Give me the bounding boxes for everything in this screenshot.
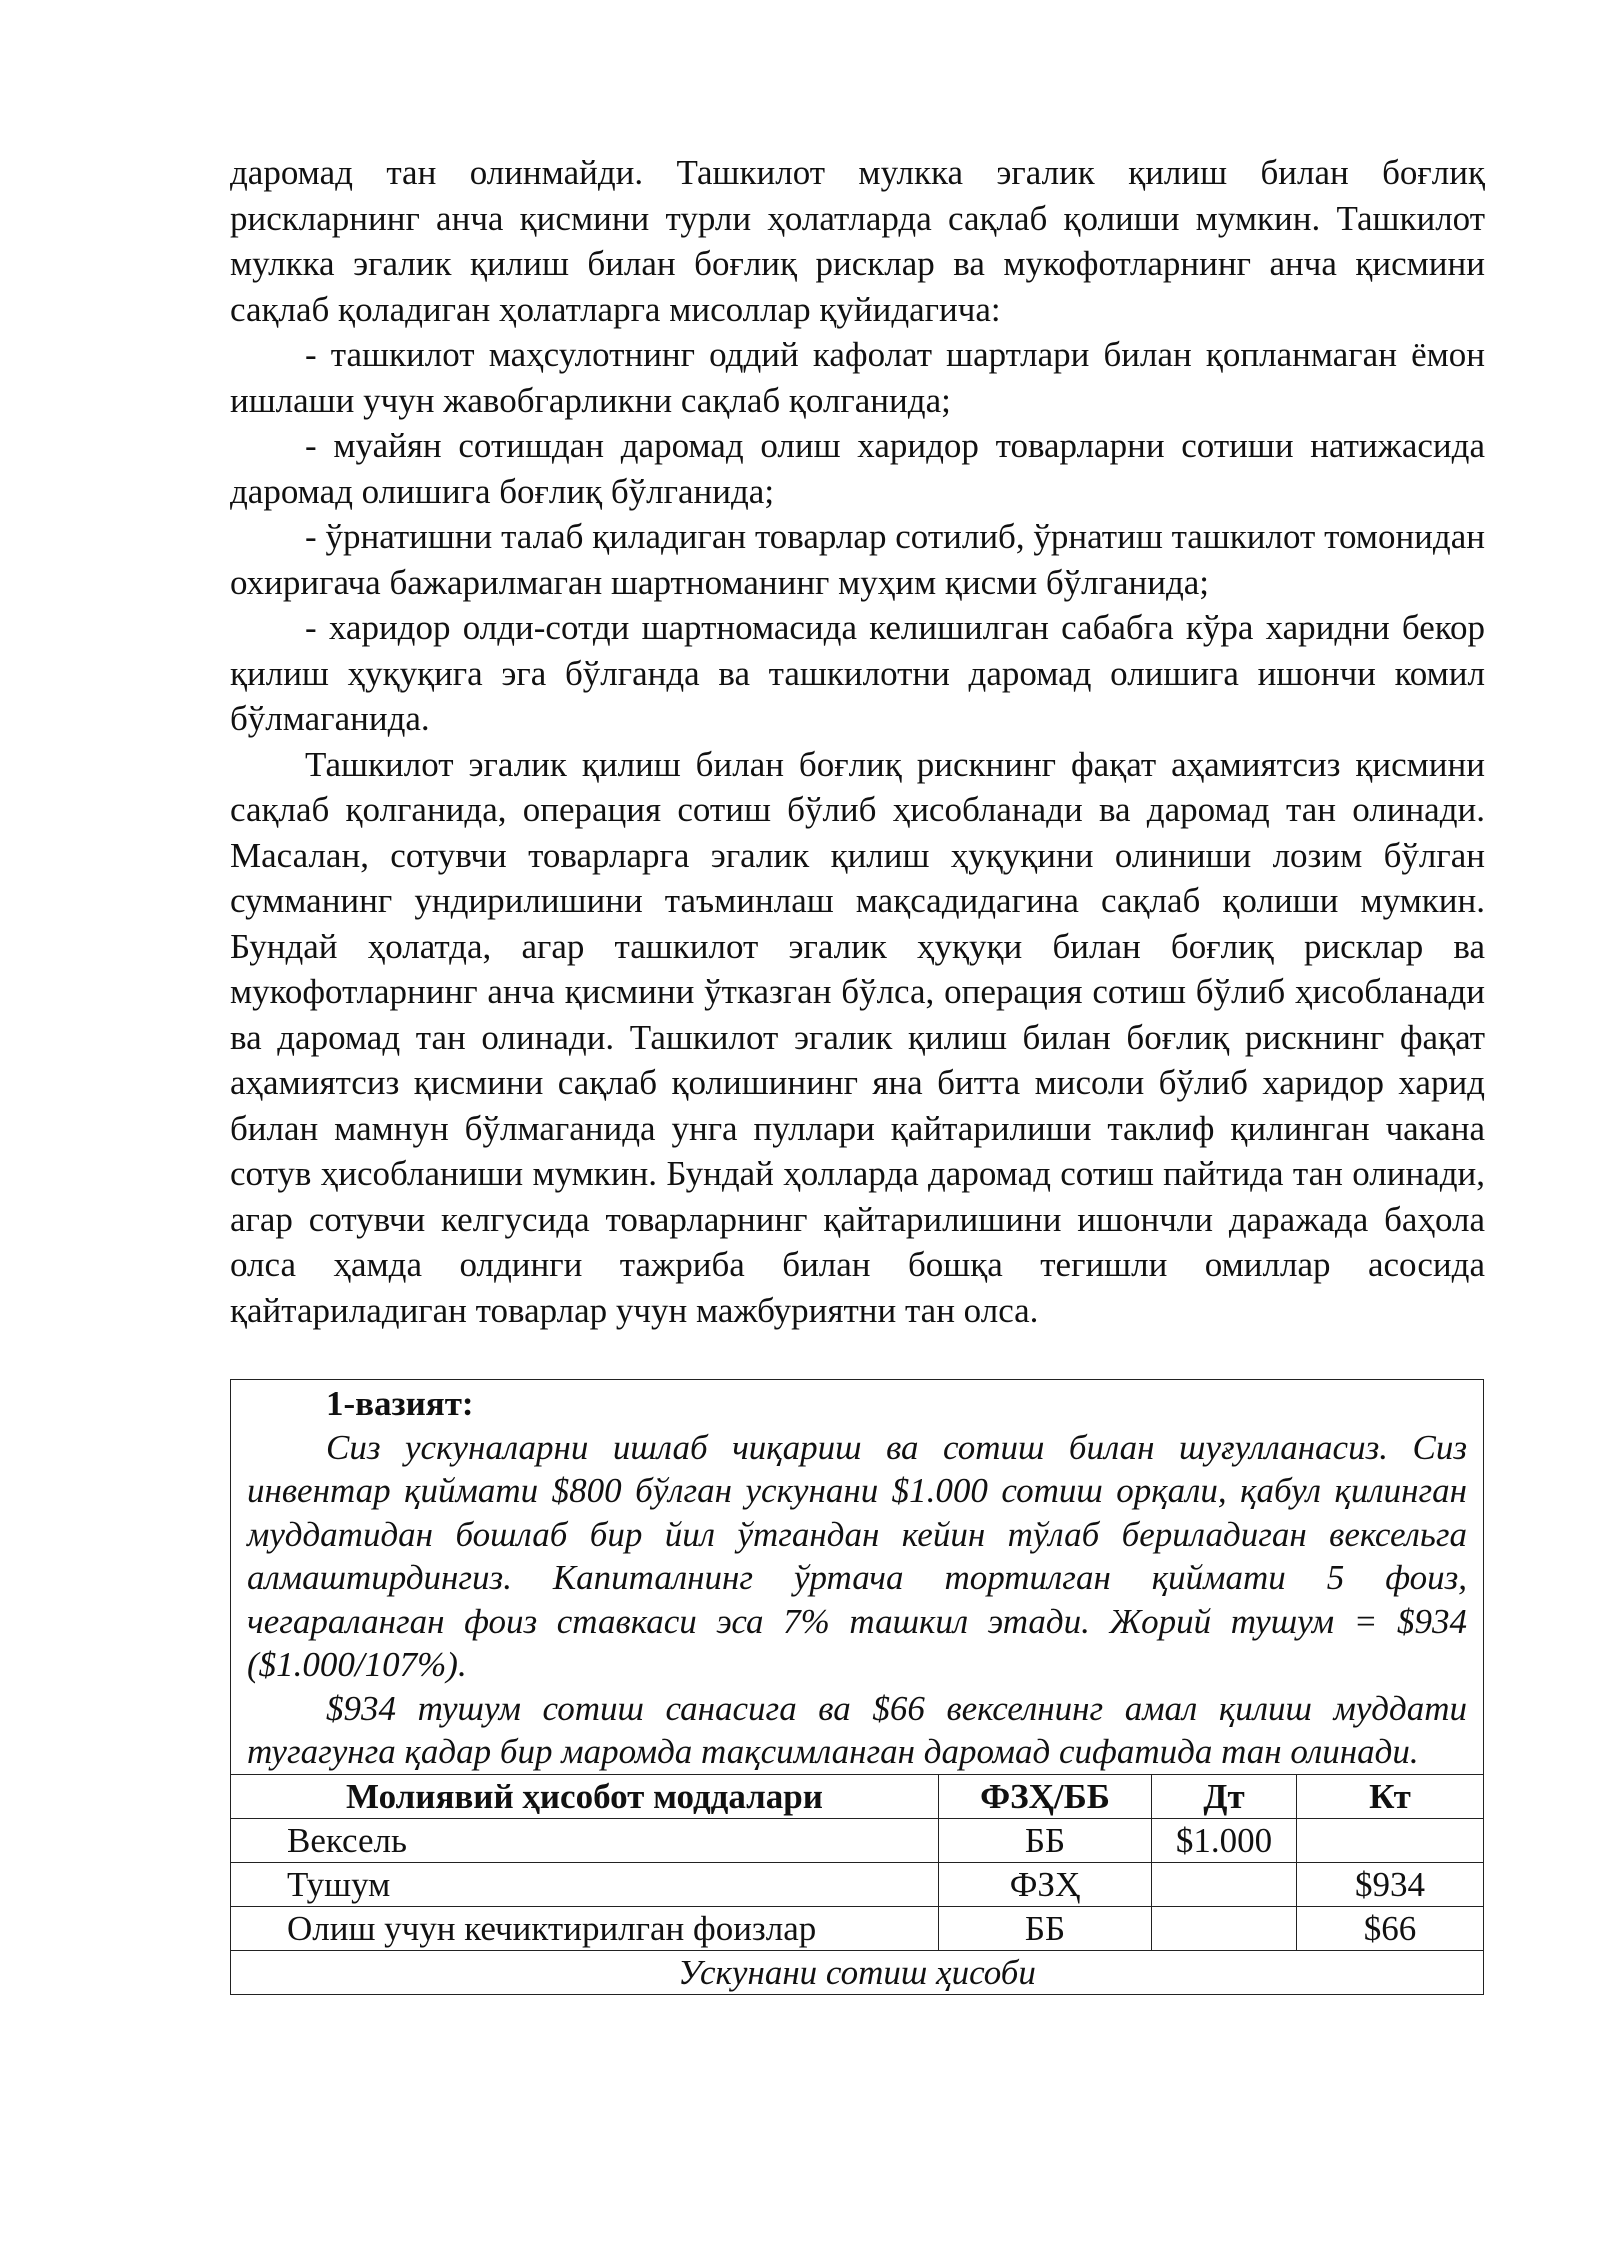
row-code: ББ bbox=[939, 1818, 1152, 1862]
row-debit: $1.000 bbox=[1152, 1818, 1297, 1862]
case-paragraph-1: Сиз ускуналарни ишлаб чиқариш ва сотиш билан шуғулланасиз. Сиз инвентар қиймати $800 бўлган ускунани $1.000 сотиш орқали, қабул қилинган муддатидан бошлаб бир йил ўтгандан кейин тўлаб бериладиган вексельга алмаштирдингиз. Капиталнинг ўртача тортилган қиймати 5 фоиз, чегараланган фоиз ставкаси эса 7% ташкил этади. Жорий тушум = $934 ($1.000/107%). bbox=[247, 1427, 1467, 1684]
header-code: ФЗҲ/ББ bbox=[939, 1774, 1152, 1818]
table-row bbox=[231, 1862, 1483, 1906]
table-caption: Ускунани сотиш ҳисоби bbox=[231, 1950, 1483, 1994]
bullet-item-2: - муайян сотишдан даромад олиш харидор товарларни сотиши натижасида даромад олишига боғлиқ бўлганида; bbox=[230, 426, 1485, 511]
bullet-item-1: - ташкилот маҳсулотнинг оддий кафолат шартлари билан қопланмаган ёмон ишлаши учун жавобгарликни сақлаб қолганида; bbox=[230, 335, 1485, 420]
table-caption-row bbox=[231, 1950, 1483, 1994]
row-credit bbox=[1297, 1818, 1484, 1862]
row-debit bbox=[1152, 1862, 1297, 1906]
main-paragraph: Ташкилот эгалик қилиш билан боғлиқ рискнинг фақат аҳамиятсиз қисмини сақлаб қолганида, операция сотиш бўлиб ҳисобланади ва даромад тан олинади. Масалан, сотувчи товарларга эгалик қилиш ҳуқуқини олиниши лозим бўлган сумманинг ундирилишини таъминлаш мақсадидагина сақлаб қолиши мумкин. Бундай ҳолатда, агар ташкилот эгалик ҳуқуқи билан боғлиқ рисклар ва мукофотларнинг анча қисмини ўтказган бўлса, операция сотиш бўлиб ҳисобланади ва даромад тан олинади. Ташкилот эгалик қилиш билан боғлиқ рискнинг фақат аҳамиятсиз қисмини сақлаб қолишининг яна битта мисоли бўлиб харидор харид билан мамнун бўлмаганида унга пуллари қайтарилиши таклиф қилинган чакана сотув ҳисобланиши мумкин. Бундай ҳолларда даромад сотиш пайтида тан олинади, агар сотувчи келгусида товарларнинг қайтарилишини ишончли даражада баҳола олса ҳамда олдинги тажриба билан бошқа тегишли омиллар асосида қайтариладиган товарлар учун мажбуриятни тан олса. bbox=[230, 744, 1485, 1330]
ledger-table bbox=[231, 1774, 1483, 1994]
case-paragraph-2: $934 тушум сотиш санасига ва $66 векселнинг амал қилиш муддати тугагунга қадар бир маромда тақсимланган даромад сифатида тан олинади. bbox=[247, 1688, 1467, 1771]
case-title: 1-вазият: bbox=[326, 1384, 474, 1423]
row-credit: $934 bbox=[1297, 1862, 1484, 1906]
document-page bbox=[230, 150, 1485, 1995]
intro-paragraph: даромад тан олинмайди. Ташкилот мулкка эгалик қилиш билан боғлиқ рискларнинг анча қисмини турли ҳолатларда сақлаб қолиши мумкин. Ташкилот мулкка эгалик қилиш билан боғлиқ рисклар ва мукофотларнинг анча қисмини сақлаб қоладиган ҳолатларга мисоллар қуйидагича: bbox=[230, 153, 1485, 329]
row-item: Олиш учун кечиктирилган фоизлар bbox=[231, 1906, 939, 1950]
row-item: Вексель bbox=[231, 1818, 939, 1862]
row-credit: $66 bbox=[1297, 1906, 1484, 1950]
row-debit bbox=[1152, 1906, 1297, 1950]
header-items: Молиявий ҳисобот моддалари bbox=[231, 1774, 939, 1818]
table-row bbox=[231, 1818, 1483, 1862]
table-header-row bbox=[231, 1774, 1483, 1818]
row-code: ФЗҲ bbox=[939, 1862, 1152, 1906]
case-study-box bbox=[230, 1379, 1484, 1995]
row-code: ББ bbox=[939, 1906, 1152, 1950]
table-row bbox=[231, 1906, 1483, 1950]
bullet-item-3: - ўрнатишни талаб қиладиган товарлар сотилиб, ўрнатиш ташкилот томонидан охиригача бажарилмаган шартноманинг муҳим қисми бўлганида; bbox=[230, 517, 1485, 602]
header-credit: Кт bbox=[1297, 1774, 1484, 1818]
bullet-item-4: - харидор олди-сотди шартномасида келишилган сабабга кўра харидни бекор қилиш ҳуқуқига эга бўлганда ва ташкилотни даромад олишига ишончи комил бўлмаганида. bbox=[230, 608, 1485, 738]
header-debit: Дт bbox=[1152, 1774, 1297, 1818]
row-item: Тушум bbox=[231, 1862, 939, 1906]
